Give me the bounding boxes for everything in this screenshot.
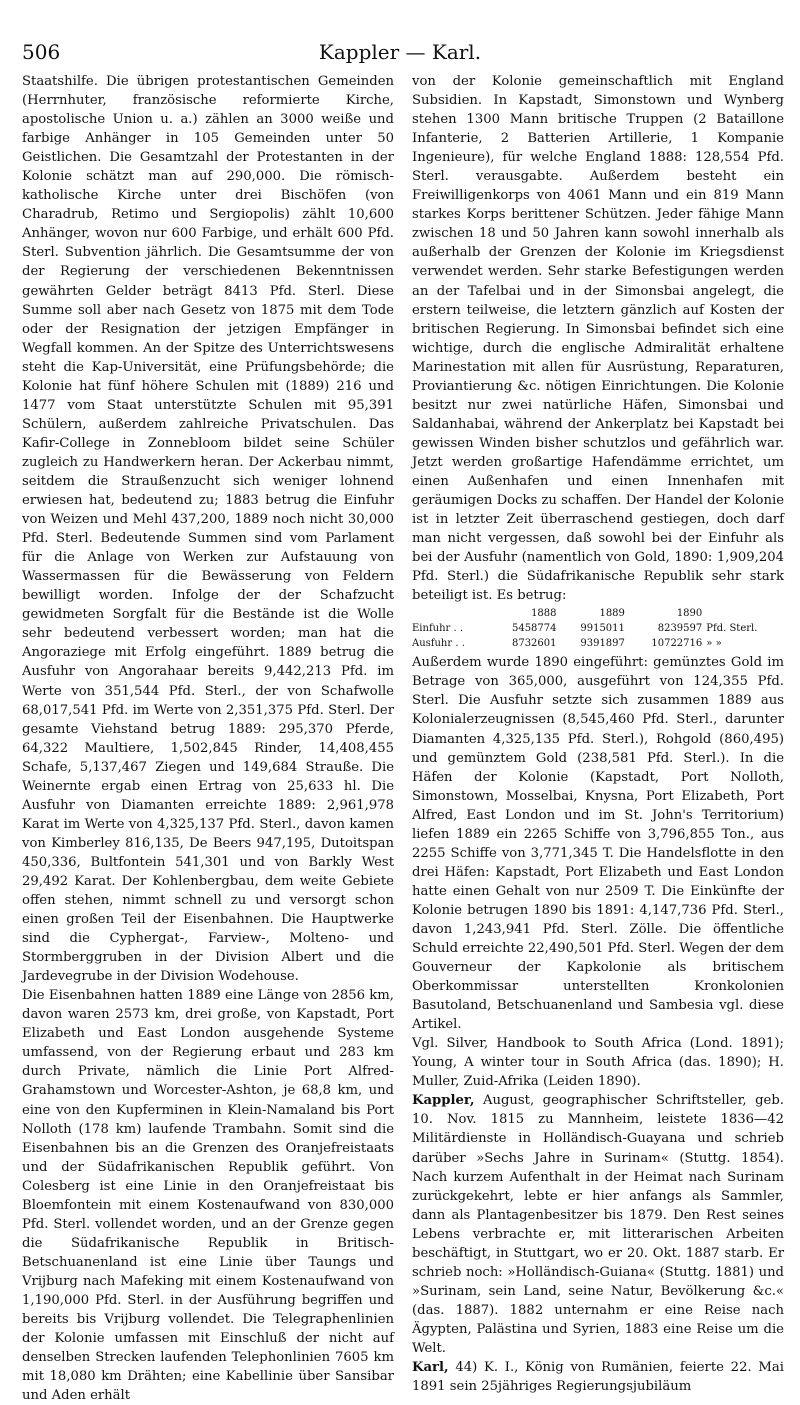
row-label: Ausfuhr . . (412, 638, 465, 650)
right-column (412, 72, 784, 1395)
paragraph-population-religion: Staatshilfe. Die übrigen protestantischen Gemeinden (Herrnhuter, französische reformierte Kirche, apostolische Union u. a.) zählen an 3000 weiße und farbige Anhänger in 105 Gemeinden unter 50 Geistlichen. Die Gesamtzahl der Protestanten in der Kolonie schätzt man auf 290,000. Die römisch-katholische Kirche unter drei Bischöfen (von Charadrub, Retimo und Sergiopolis) zählt 10,600 Anhänger, wovon nur 600 Farbige, und erhält 600 Pfd. Sterl. Subvention jährlich. Die Gesamtsumme der von der Regierung der verschiedenen Bekenntnissen gewährten Gelder beträgt 8413 Pfd. Sterl. Diese Summe soll aber nach Gesetz von 1875 mit dem Tode oder der Resignation der jetzigen Empfänger in Wegfall kommen. An der Spitze des Unterrichtswesens steht die Kap-Universität, eine Prüfungsbehörde; die Kolonie hat fünf höhere Schulen mit (1889) 216 und 1477 vom Staat unterstützte Schulen mit 95,391 Schülern, außerdem zahlreiche Privatschulen. Das Kafir-College in Zonnebloom bildet seine Schüler zugleich zu Handwerkern heran. Der Ackerbau nimmt, seitdem die Straußenzucht sich weniger lohnend erwiesen hat, bedeutend zu; 1883 betrug die Einfuhr von Weizen und Mehl 437,200, 1889 noch nicht 30,000 Pfd. Sterl. Bedeutende Summen sind vom Parlament für die Anlage von Werken zur Aufstauung von Wassermassen für die Bewässerung von Feldern bewilligt worden. Infolge der der Schafzucht gewidmeten Sorgfalt für die Bestände ist die Wolle sehr bedeutend verbessert worden; man hat die Angoraziege mit Erfolg eingeführt. 1889 betrug die Ausfuhr von Angorahaar bereits 9,442,213 Pfd. im Werte von 351,544 Pfd. Sterl., der von Schafwolle 68,017,541 Pfd. im Werte von 2,351,375 Pfd. Sterl. Der gesamte Viehstand betrug 1889: 295,370 Pferde, 64,322 Maultiere, 1,502,845 Rinder, 14,408,455 Schafe, 5,137,467 Ziegen und 149,684 Strauße. Die Weinernte ergab einen Ertrag von 25,633 hl. Die Ausfuhr von Diamanten erreichte 1889: 2,961,978 Karat im Werte von 4,325,137 Pfd. Sterl., davon kamen von Kimberley 816,135, De Beers 947,195, Dutoitspan 450,336, Bultfontein 541,301 und von Barkly West 29,492 Karat. Der Kohlenbergbau, dem weite Gebiete offen stehen, nimmt schnell zu und versorgt schon einen großen Teil der Eisenbahnen. Die Hauptwerke sind die Cyphergat-, Farview-, Molteno- und Stormberggruben in der Division Albert und die Jardevegrube in der Division Wodehouse. (22, 74, 394, 985)
trade-table (412, 606, 784, 651)
row-unit: » » (706, 638, 722, 650)
paragraph-references: Vgl. Silver, Handbook to South Africa (Lond. 1891); Young, A winter tour in South Africa (das. 1890); H. Muller, Zuid-Afrika (Leiden 1890). (412, 1036, 784, 1090)
entry-headword: Karl, (412, 1360, 449, 1376)
table-cell: 10722716 (651, 638, 703, 650)
table-row (412, 621, 784, 636)
table-cell: 8732601 (511, 638, 557, 650)
trade-table-header (412, 606, 784, 621)
table-row (412, 636, 784, 651)
table-cell: 9915011 (580, 623, 625, 635)
table-cell: 9391897 (580, 638, 625, 650)
table-cell: 5458774 (511, 623, 557, 635)
table-cell: 8239597 (657, 623, 703, 635)
left-column (22, 72, 394, 1404)
year-header: 1890 (676, 608, 703, 620)
paragraph-military-trade: von der Kolonie gemeinschaftlich mit England Subsidien. In Kapstadt, Simonstown und Wynberg stehen 1300 Mann britische Truppen (2 Bataillone Infanterie, 2 Batterien Artillerie, 1 Kompanie Ingenieure), für welche England 1888: 128,554 Pfd. Sterl. verausgabte. Außerdem besteht ein Freiwilligenkorps von 4061 Mann und ein 819 Mann starkes Korps berittener Schützen. Jeder fähige Mann zwischen 18 und 50 Jahren kann sowohl innerhalb als außerhalb der Grenzen der Kolonie im Kriegsdienst verwendet werden. Sehr starke Befestigungen werden an der Tafelbai und in der Simonsbai angelegt, die erstern teilweise, die letztern gänzlich auf Kosten der britischen Regierung. In Simonsbai befindet sich eine wichtige, durch die englische Admiralität erhaltene Marinestation mit allen für Ausrüstung, Reparaturen, Proviantierung &c. nötigen Einrichtungen. Die Kolonie besitzt nur zwei natürliche Häfen, Simonsbai und Saldanhabai, während der Ankerplatz bei Kapstadt bei gewissen Winden bisher schutzlos und gefährlich war. Jetzt werden großartige Hafendämme errichtet, um einen Außenhafen und einen Innenhafen mit geräumigen Docks zu schaffen. Der Handel der Kolonie ist in letzter Zeit überraschend gestiegen, doch darf man nicht vergessen, daß sowohl bei der Einfuhr als bei der Ausfuhr (namentlich von Gold, 1890: 1,909,204 Pfd. Sterl.) die Südafrikanische Republik sehr stark beteiligt ist. Es betrug: (412, 74, 784, 604)
paragraph-railways: Die Eisenbahnen hatten 1889 eine Länge von 2856 km, davon waren 2573 km, drei große, von Kapstadt, Port Elizabeth und East London ausgehende Systeme umfassend, von der Regierung erbaut und 283 km durch Private, nämlich die Linie Port Alfred-Grahamstown und Worcester-Ashton, je 68,8 km, und eine von den Kupferminen in Klein-Namaland bis Port Nolloth (178 km) laufende Trambahn. Somit sind die Eisenbahnen bis an die Grenzen des Oranjefreistaats und der Südafrikanischen Republik geführt. Von Colesberg ist eine Linie in den Oranjefreistaat bis Bloemfontein mit einem Kostenaufwand von 830,000 Pfd. Sterl. vollendet worden, und an der Grenze gegen die Südafrikanische Republik in Britisch-Betschuanenland ist eine Linie über Taungs und Vrijburg nach Mafeking mit einem Kostenaufwand von 1,190,000 Pfd. Sterl. in der Ausführung begriffen und bereits bis Vrijburg vollendet. Die Telegraphenlinien der Kolonie umfassen mit Einschluß der nicht auf denselben Strecken laufenden Telephonlinien 7605 km mit 18,080 km Drähten; eine Kabellinie über Sansibar und Aden erhält (22, 988, 394, 1404)
page-header (22, 40, 778, 66)
year-header: 1888 (531, 608, 557, 620)
year-header: 1889 (599, 608, 625, 620)
page-number: 506 (22, 40, 61, 64)
entry-karl (412, 1358, 784, 1396)
row-label: Einfuhr . . (412, 623, 464, 635)
entry-headword: Kappler, (412, 1093, 475, 1109)
row-unit: Pfd. Sterl. (706, 623, 758, 635)
paragraph-exports-finance: Außerdem wurde 1890 eingeführt: gemünztes Gold im Betrage von 365,000, ausgeführt von 124,355 Pfd. Sterl. Die Ausfuhr setzte sich zusammen 1889 aus Kolonialerzeugnissen (8,545,460 Pfd. Sterl., darunter Diamanten 4,325,135 Pfd. Sterl.), Rohgold (860,495) und gemünztem Gold (238,581 Pfd. Sterl.). In die Häfen der Kolonie (Kapstadt, Port Nolloth, Simonstown, Mosselbai, Knysna, Port Elizabeth, Port Alfred, East London und im St. John's Territorium) liefen 1889 ein 2265 Schiffe von 3,796,855 Ton., aus 2255 Schiffe von 3,771,345 T. Die Handelsflotte in den drei Häfen: Kapstadt, Port Elizabeth und East London hatte einen Gehalt von nur 2509 T. Die Einkünfte der Kolonie betrugen 1890 bis 1891: 4,147,736 Pfd. Sterl., davon 1,243,941 Pfd. Sterl. Zölle. Die öffentliche Schuld erreichte 22,490,501 Pfd. Sterl. Wegen der dem Gouverneur der Kapkolonie als britischem Oberkommissar unterstellten Kronkolonien Basutoland, Betschuanenland und Sambesia vgl. diese Artikel. (412, 655, 784, 1033)
entry-body: 44) K. I., König von Rumänien, feierte 22. Mai 1891 sein 25jähriges Regierungsjubiläum (412, 1360, 784, 1395)
entry-kappler (412, 1091, 784, 1358)
entry-body: August, geographischer Schriftsteller, geb. 10. Nov. 1815 zu Mannheim, leistete 1836—42 Militärdienste in Holländisch-Guayana und schrieb darüber »Sechs Jahre in Surinam« (Stuttg. 1854). Nach kurzem Aufenthalt in der Heimat nach Surinam zurückgekehrt, lebte er hier anfangs als Sammler, dann als Plantagenbesitzer bis 1879. Den Rest seines Lebens verbrachte er, mit litterarischen Arbeiten beschäftigt, in Stuttgart, wo er 20. Okt. 1887 starb. Er schrieb noch: »Holländisch-Guiana« (Stuttg. 1881) und »Surinam, sein Land, seine Natur, Bevölkerung &c.« (das. 1887). 1882 unternahm er eine Reise nach Ägypten, Palästina und Syrien, 1883 eine Reise um die Welt. (412, 1093, 784, 1356)
running-title: Kappler — Karl. (318, 40, 482, 64)
